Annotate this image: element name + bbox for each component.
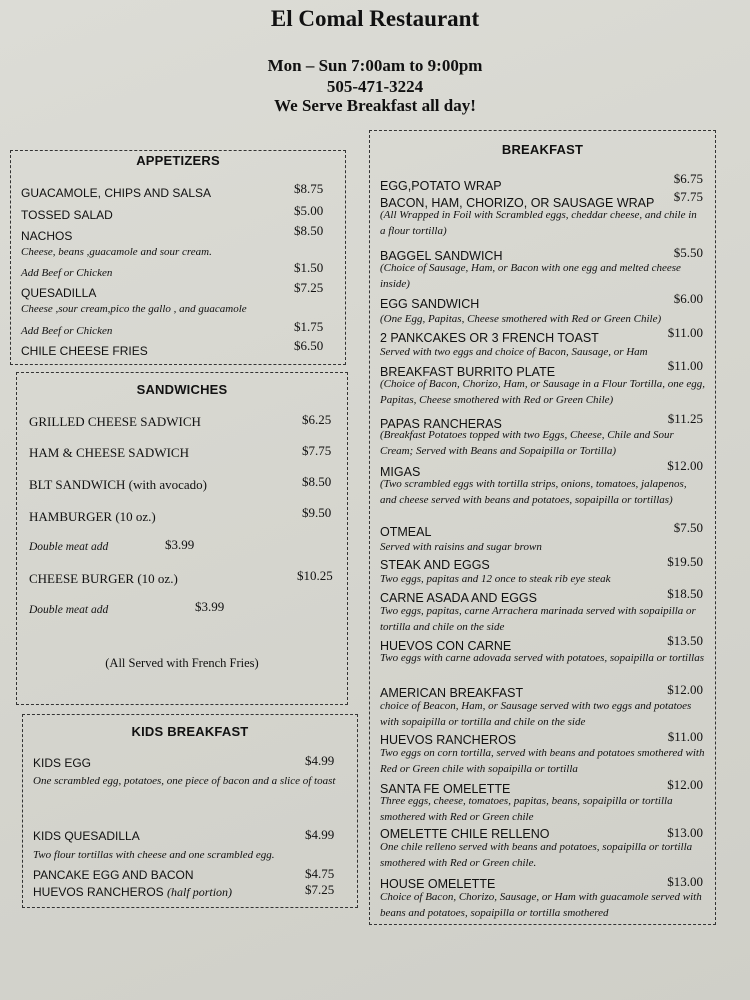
menu-item-name: OTMEAL [380,525,432,539]
sandwiches-section [16,372,348,705]
menu-item-price: $7.75 [302,443,332,458]
menu-item-price: $11.00 [667,358,703,373]
menu-item-name: OMELETTE CHILE RELLENO [380,827,550,841]
menu-item-description: (Breakfast Potatoes topped with two Eggs, Cheese, Chile and Sour Cream; Served with Beans and Sopaipilla or Tortilla) [380,429,674,457]
menu-item-name: PAPAS RANCHERAS [380,417,502,431]
menu-item-price: $6.00 [673,291,703,306]
breakfast-section [369,130,716,925]
menu-item-price: $10.25 [297,568,333,583]
menu-item-description: Two eggs with carne adovada served with potatoes, sopaipilla or tortillas [380,652,704,664]
menu-item-price: $13.00 [667,825,703,840]
menu-item-addon: Add Beef or Chicken [21,325,113,337]
menu-item-name [33,884,232,900]
menu-item-description: (All Wrapped in Foil with Scrambled eggs, cheddar cheese, and chile in a flour tortilla) [380,209,697,237]
phone-number: 505-471-3224 [326,77,424,96]
menu-item-description: Cheese ,sour cream,pico the gallo , and guacamole [21,303,247,315]
opening-hours: Mon – Sun 7:00am to 9:00pm [267,56,483,75]
menu-item-price: $4.75 [305,866,335,881]
menu-item-description: Two eggs, papitas, carne Arrachera marinada served with sopaipilla or tortilla and chile on the side [380,605,696,633]
menu-item-price: $7.75 [673,189,703,204]
menu-item-description: (Choice of Bacon, Chorizo, Ham, or Sausage in a Flour Tortilla, one egg, Papitas, Cheese smothered with Red or Green Chile) [380,378,706,406]
menu-item-description: Two flour tortillas with cheese and one scrambled egg. [33,849,275,861]
fries-note: (All Served with French Fries) [105,656,259,670]
appetizers-title: APPETIZERS [136,153,220,168]
menu-item-name-text: HUEVOS RANCHEROS [33,885,164,899]
menu-item-name: CHILE CHEESE FRIES [21,344,148,358]
menu-item-price: $4.99 [305,827,335,842]
menu-item-name: HOUSE OMELETTE [380,877,496,891]
menu-item-price: $6.25 [302,412,332,427]
menu-item-price: $11.00 [667,325,703,340]
menu-item-price: $7.50 [673,520,703,535]
menu-item-price: $13.50 [667,633,703,648]
menu-item-name: HAMBURGER (10 oz.) [29,509,156,524]
menu-item-name: CHEESE BURGER (10 oz.) [29,571,178,586]
menu-item-name: PANCAKE EGG AND BACON [33,868,194,882]
menu-item-price: $4.99 [305,753,335,768]
menu-item-price: $13.00 [667,874,703,889]
menu-item-price: $6.50 [294,338,324,353]
kids-breakfast-section [22,714,358,908]
sandwiches-title: SANDWICHES [136,382,228,397]
menu-item-price: $7.25 [305,882,335,897]
menu-item-price: $6.75 [673,171,703,186]
menu-item-description: Cheese, beans ,guacamole and sour cream. [21,246,212,258]
menu-item-addon: Double meat add [29,604,109,616]
menu-item-price: $3.99 [165,537,195,552]
breakfast-tagline: We Serve Breakfast all day! [274,96,476,115]
menu-item-name: TOSSED SALAD [21,208,113,222]
menu-item-name: 2 PANKCAKES OR 3 FRENCH TOAST [380,331,599,345]
menu-item-name-note: (half portion) [167,885,233,899]
menu-item-description: One scrambled egg, potatoes, one piece of bacon and a slice of toast [33,775,336,787]
menu-item-name: KIDS QUESADILLA [33,829,140,843]
menu-item-name: QUESADILLA [21,286,97,300]
menu-item-price: $7.25 [294,280,324,295]
menu-item-price: $11.00 [667,729,703,744]
menu-item-price: $12.00 [667,777,703,792]
menu-item-price: $9.50 [302,505,332,520]
menu-item-price: $1.75 [294,319,324,334]
restaurant-title: El Comal Restaurant [270,6,480,31]
breakfast-title: BREAKFAST [501,142,584,157]
menu-item-name: HAM & CHEESE SADWICH [29,445,189,460]
menu-item-price: $8.75 [294,181,324,196]
menu-item-name: AMERICAN BREAKFAST [380,686,524,700]
menu-item-price: $11.25 [667,411,703,426]
menu-item-description: Served with raisins and sugar brown [380,541,542,553]
appetizers-section [10,150,346,365]
menu-item-description: (Two scrambled eggs with tortilla strips, onions, tomatoes, jalapenos, and cheese served with beans and potatoes, sopaipilla or tortillas) [380,478,687,506]
menu-item-description: (Choice of Sausage, Ham, or Bacon with one egg and melted cheese inside) [380,262,681,290]
menu-item-name: GRILLED CHEESE SADWICH [29,414,201,429]
menu-item-name: BREAKFAST BURRITO PLATE [380,365,556,379]
menu-item-description: (One Egg, Papitas, Cheese smothered with Red or Green Chile) [380,313,662,325]
menu-item-price: $18.50 [667,586,703,601]
menu-item-name: KIDS EGG [33,756,92,770]
menu-item-price: $12.00 [667,458,703,473]
menu-item-name: NACHOS [21,229,73,243]
menu-item-name: BACON, HAM, CHORIZO, OR SAUSAGE WRAP [380,196,655,210]
menu-item-name: BLT SANDWICH (with avocado) [29,477,208,492]
kids-breakfast-title: KIDS BREAKFAST [131,724,249,739]
menu-item-name: HUEVOS CON CARNE [380,639,512,653]
menu-item-price: $5.50 [673,245,703,260]
menu-item-name: MIGAS [380,465,421,479]
menu-item-price: $19.50 [667,554,703,569]
menu-item-description: Two eggs on corn tortilla, served with beans and potatoes smothered with Red or Green chile with sopaipilla or tortilla [380,747,705,775]
menu-item-price: $1.50 [294,260,324,275]
menu-item-name: GUACAMOLE, CHIPS AND SALSA [21,186,212,200]
menu-item-price: $3.99 [195,599,225,614]
menu-item-name: CARNE ASADA AND EGGS [380,591,537,605]
menu-item-price: $5.00 [294,203,324,218]
menu-item-addon: Double meat add [29,541,109,553]
menu-item-description: One chile relleno served with beans and potatoes, sopaipilla or tortilla smothered with Red or Green chile. [380,841,693,869]
menu-item-name: EGG SANDWICH [380,297,480,311]
menu-item-description: Two eggs, papitas and 12 once to steak rib eye steak [380,573,611,585]
menu-item-addon: Add Beef or Chicken [21,267,113,279]
menu-item-description: Three eggs, cheese, tomatoes, papitas, beans, sopaipilla or tortilla smothered with Red or Green chile [380,795,673,823]
menu-item-description: Served with two eggs and choice of Bacon, Sausage, or Ham [380,346,648,358]
menu-item-price: $12.00 [667,682,703,697]
menu-item-description: choice of Beacon, Ham, or Sausage served with two eggs and potatoes with sopaipilla or tortilla and chile on the side [380,700,692,728]
menu-item-description: Choice of Bacon, Chorizo, Sausage, or Ham with guacamole served with beans and potatoes, sopaipilla or tortilla smothered [380,891,702,919]
menu-item-price: $8.50 [302,474,332,489]
menu-item-name: BAGGEL SANDWICH [380,249,503,263]
menu-item-name: SANTA FE OMELETTE [380,782,511,796]
menu-item-price: $8.50 [294,223,324,238]
menu-item-name: HUEVOS RANCHEROS [380,733,517,747]
menu-item-name: EGG,POTATO WRAP [380,179,502,193]
menu-item-name: STEAK AND EGGS [380,558,490,572]
